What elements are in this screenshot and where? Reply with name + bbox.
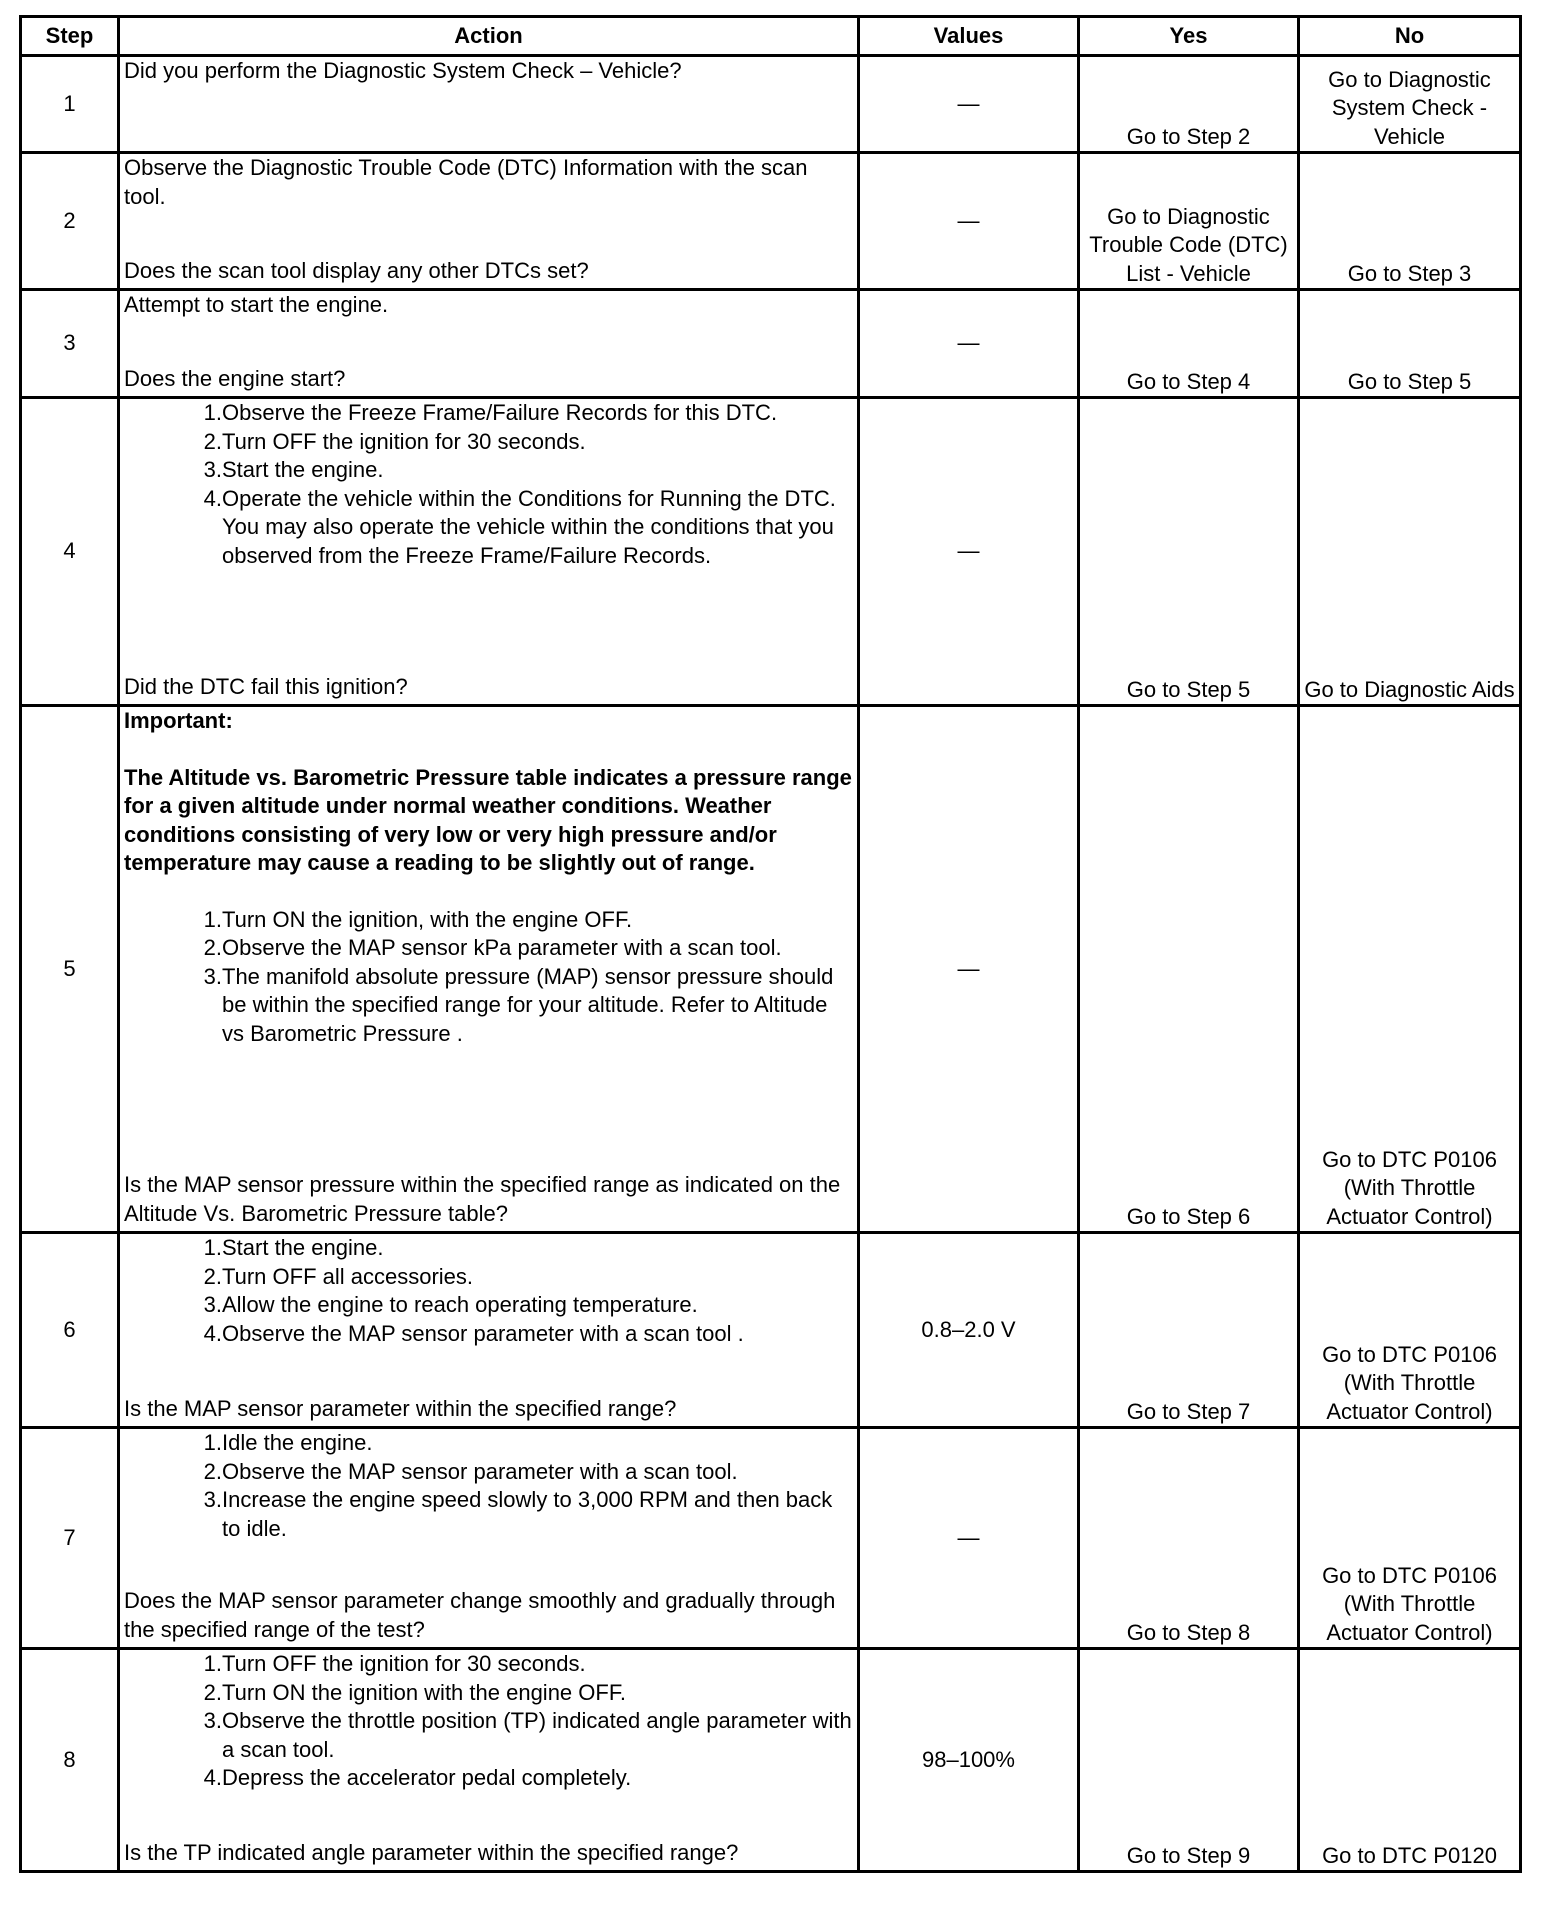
table-row: [21, 153, 1521, 290]
header-step: Step: [21, 17, 119, 56]
no-cell[interactable]: Go to DTC P0106 (With Throttle Actuator Control): [1299, 706, 1521, 1233]
table-row: [21, 706, 1521, 1233]
table-row: [21, 56, 1521, 153]
yes-cell[interactable]: Go to Step 6: [1079, 706, 1299, 1233]
no-cell[interactable]: Go to DTC P0120: [1299, 1649, 1521, 1872]
action-cell: [119, 1428, 859, 1649]
step-number: 2: [21, 153, 119, 290]
yes-cell[interactable]: Go to Step 4: [1079, 290, 1299, 398]
values-cell: —: [859, 398, 1079, 706]
step-number: 5: [21, 706, 119, 1233]
header-values: Values: [859, 17, 1079, 56]
header-row: [21, 17, 1521, 56]
action-steps: [124, 1234, 853, 1348]
yes-cell[interactable]: Go to Step 2: [1079, 56, 1299, 153]
action-step: 2. Turn OFF all accessories.: [222, 1263, 853, 1292]
action-step: 2. Observe the MAP sensor parameter with a scan tool.: [222, 1458, 853, 1487]
values-cell: —: [859, 290, 1079, 398]
no-cell[interactable]: Go to Diagnostic System Check - Vehicle: [1299, 56, 1521, 153]
step-number: 8: [21, 1649, 119, 1872]
action-text: Attempt to start the engine.: [124, 292, 389, 317]
action-step: 3. Increase the engine speed slowly to 3,000 RPM and then back to idle.: [222, 1486, 853, 1543]
no-cell[interactable]: Go to Diagnostic Aids: [1299, 398, 1521, 706]
action-steps: [124, 399, 853, 570]
table-row: [21, 1233, 1521, 1428]
values-cell: —: [859, 56, 1079, 153]
action-step: 1. Idle the engine.: [222, 1429, 853, 1458]
action-question: Does the engine start?: [124, 365, 346, 391]
action-question: Does the MAP sensor parameter change smoothly and gradually through the specified range of the test?: [124, 1588, 836, 1642]
no-cell[interactable]: Go to DTC P0106 (With Throttle Actuator Control): [1299, 1428, 1521, 1649]
values-cell: —: [859, 706, 1079, 1233]
action-step: 4. Depress the accelerator pedal completely.: [222, 1764, 853, 1793]
action-step: 4. Operate the vehicle within the Conditions for Running the DTC. You may also operate the vehicle within the conditions that you observed from the Freeze Frame/Failure Records.: [222, 485, 853, 571]
action-question: Does the scan tool display any other DTCs set?: [124, 257, 589, 283]
action-cell: [119, 706, 859, 1233]
values-cell: —: [859, 153, 1079, 290]
action-step: 1. Turn ON the ignition, with the engine OFF.: [222, 906, 853, 935]
header-no: No: [1299, 17, 1521, 56]
important-label: Important:: [124, 708, 233, 733]
no-cell[interactable]: Go to Step 5: [1299, 290, 1521, 398]
step-number: 6: [21, 1233, 119, 1428]
action-step: 1. Turn OFF the ignition for 30 seconds.: [222, 1650, 853, 1679]
yes-cell[interactable]: Go to Diagnostic Trouble Code (DTC) List - Vehicle: [1079, 153, 1299, 290]
diagnostic-table: [19, 15, 1522, 1873]
no-cell[interactable]: Go to Step 3: [1299, 153, 1521, 290]
action-step: 2. Observe the MAP sensor kPa parameter with a scan tool.: [222, 934, 853, 963]
header-action: Action: [119, 17, 859, 56]
action-steps: [124, 1650, 853, 1793]
yes-cell[interactable]: Go to Step 5: [1079, 398, 1299, 706]
yes-cell[interactable]: Go to Step 8: [1079, 1428, 1299, 1649]
step-number: 7: [21, 1428, 119, 1649]
action-text: Observe the Diagnostic Trouble Code (DTC) Information with the scan tool.: [124, 155, 808, 209]
action-text: Did you perform the Diagnostic System Check – Vehicle?: [124, 58, 682, 83]
action-cell: [119, 290, 859, 398]
action-steps: [124, 1429, 853, 1543]
yes-cell[interactable]: Go to Step 9: [1079, 1649, 1299, 1872]
step-number: 1: [21, 56, 119, 153]
action-cell: [119, 153, 859, 290]
values-cell: 0.8–2.0 V: [859, 1233, 1079, 1428]
table-row: [21, 1428, 1521, 1649]
yes-cell[interactable]: Go to Step 7: [1079, 1233, 1299, 1428]
action-cell: [119, 398, 859, 706]
header-yes: Yes: [1079, 17, 1299, 56]
action-step: 1. Observe the Freeze Frame/Failure Records for this DTC.: [222, 399, 853, 428]
table-row: [21, 398, 1521, 706]
table-row: [21, 1649, 1521, 1872]
action-cell: [119, 56, 859, 153]
action-step: 1. Start the engine.: [222, 1234, 853, 1263]
action-cell: [119, 1233, 859, 1428]
action-step: 4. Observe the MAP sensor parameter with a scan tool .: [222, 1320, 853, 1349]
action-step: 3. Observe the throttle position (TP) indicated angle parameter with a scan tool.: [222, 1707, 853, 1764]
action-question: Is the MAP sensor pressure within the specified range as indicated on the Altitude Vs. Barometric Pressure table?: [124, 1172, 841, 1226]
no-cell[interactable]: Go to DTC P0106 (With Throttle Actuator Control): [1299, 1233, 1521, 1428]
action-cell: [119, 1649, 859, 1872]
action-question: Is the TP indicated angle parameter within the specified range?: [124, 1839, 739, 1865]
action-question: Did the DTC fail this ignition?: [124, 673, 408, 699]
values-cell: 98–100%: [859, 1649, 1079, 1872]
step-number: 3: [21, 290, 119, 398]
action-question: Is the MAP sensor parameter within the specified range?: [124, 1395, 677, 1421]
table-row: [21, 290, 1521, 398]
important-note: The Altitude vs. Barometric Pressure table indicates a pressure range for a given altitude under normal weather conditions. Weather conditions consisting of very low or very high pressure and/or temperature may cause a reading to be slightly out of range.: [124, 764, 852, 875]
step-number: 4: [21, 398, 119, 706]
action-step: 2. Turn OFF the ignition for 30 seconds.: [222, 428, 853, 457]
action-step: 3. Allow the engine to reach operating temperature.: [222, 1291, 853, 1320]
action-step: 2. Turn ON the ignition with the engine OFF.: [222, 1679, 853, 1708]
action-step: 3. Start the engine.: [222, 456, 853, 485]
action-steps: [124, 906, 853, 1049]
action-step: 3. The manifold absolute pressure (MAP) sensor pressure should be within the specified range for your altitude. Refer to Altitude vs Barometric Pressure .: [222, 963, 853, 1049]
values-cell: —: [859, 1428, 1079, 1649]
